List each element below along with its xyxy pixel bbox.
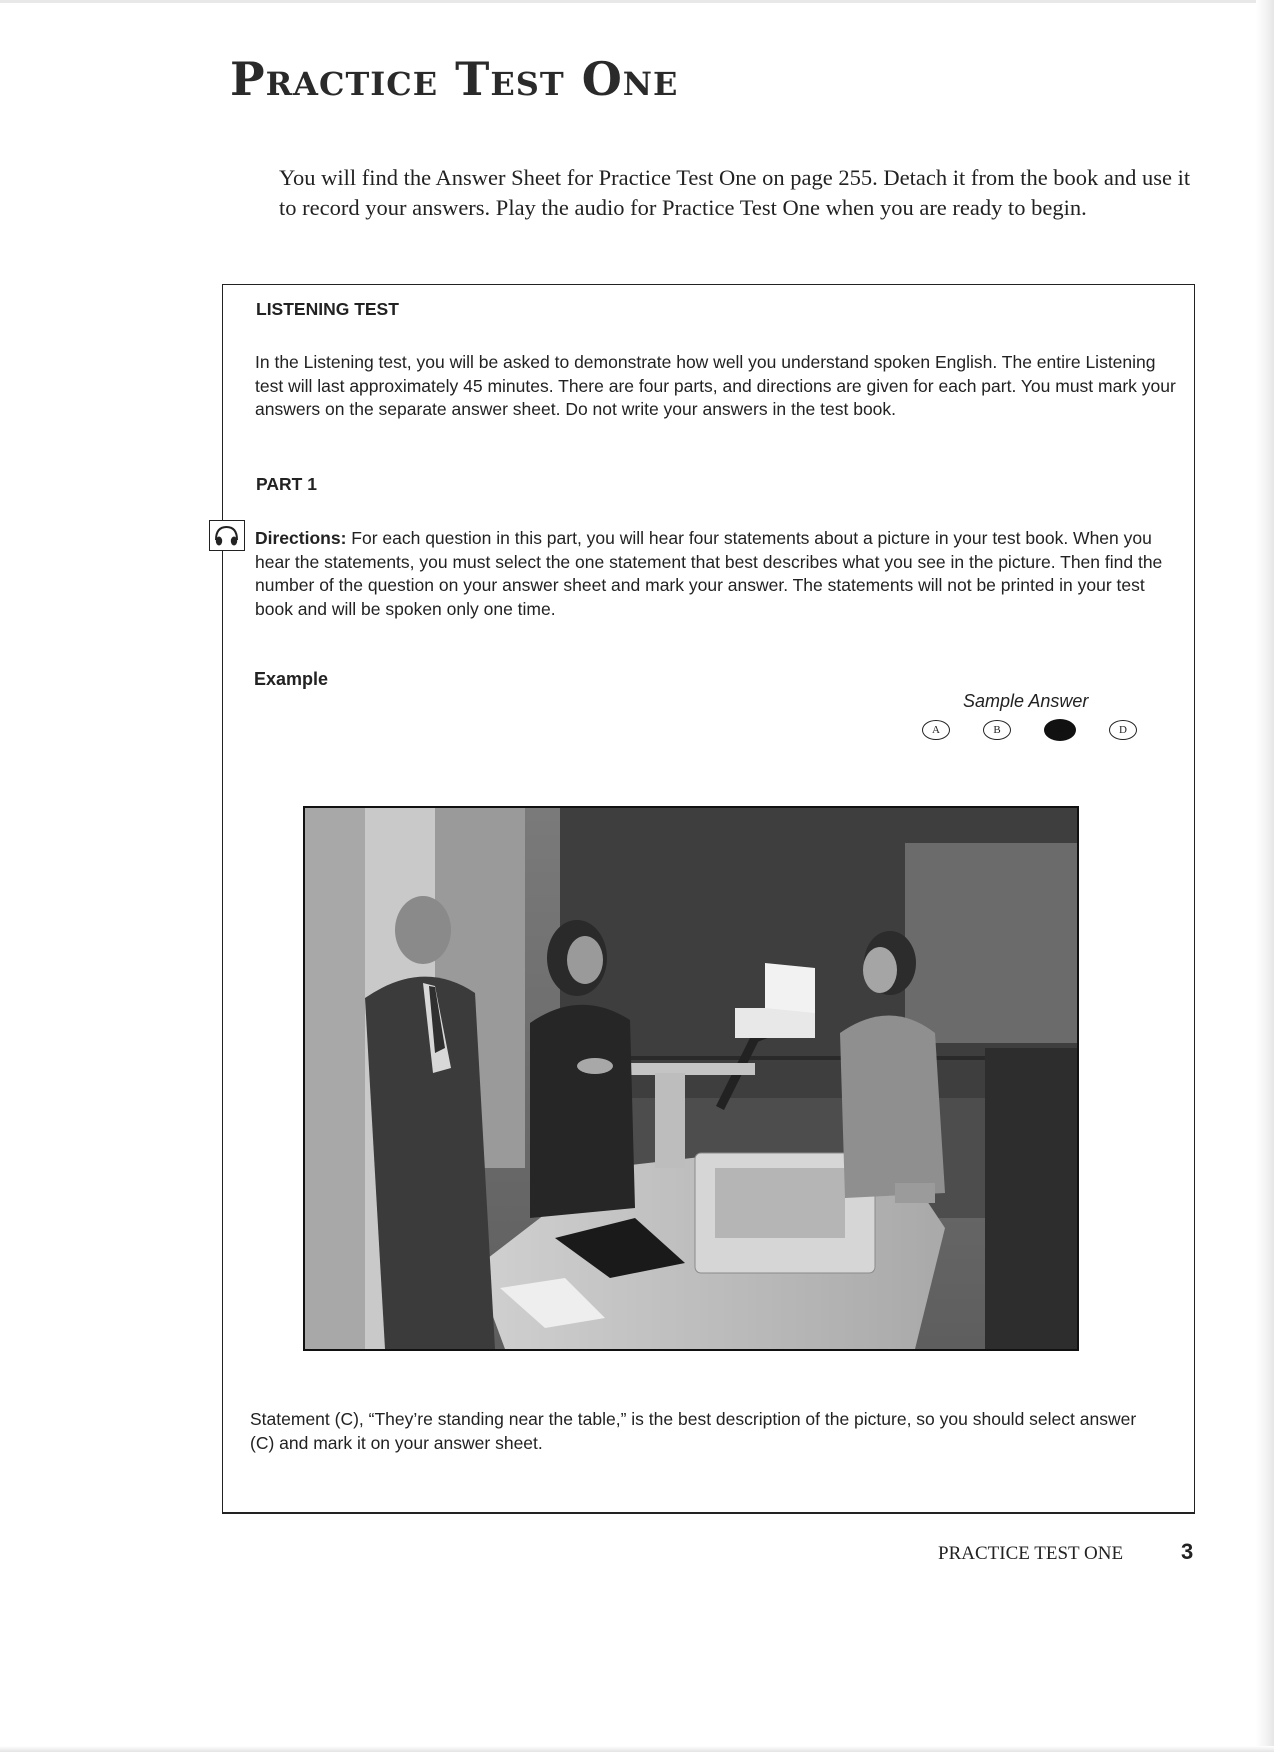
directions-label: Directions: [255,528,347,548]
headphones-icon [209,520,245,551]
page-number: 3 [1181,1539,1194,1564]
answer-bubble-d: D [1109,720,1137,740]
part1-directions [255,527,1175,621]
listening-description: In the Listening test, you will be asked to demonstrate how well you understand spoken English. The entire Listening test will last approximately 45 minutes. There are four parts, and directions are given for each part. You must mark your answers on the separate answer sheet. Do not write your answers in the test book. [255,352,1176,419]
example-photo [303,806,1079,1351]
page-edge [0,1746,1274,1752]
page-title: Practice Test One [230,52,679,106]
answer-bubbles [920,720,1144,746]
page-edge [1256,0,1274,1752]
answer-bubble-b: B [983,720,1011,740]
directions-text: For each question in this part, you will hear four statements about a picture in your test book. When you hear the statements, you must select the one statement that best describes what you see in the picture. Then find the number of the question on your answer sheet and mark your answer. The statements will not be printed in your test book and will be spoken only one time. [255,528,1163,619]
example-explanation: Statement (C), “They’re standing near the table,” is the best description of the picture, so you should select answer (C) and mark it on your answer sheet. [250,1409,1137,1453]
answer-bubble-a: A [922,720,950,740]
running-footer: PRACTICE TEST ONE [938,1543,1124,1564]
example-label: Example [254,669,329,689]
section-heading: LISTENING TEST [256,299,399,319]
answer-bubble-c: C [1044,719,1076,741]
page-edge [0,0,1274,3]
sample-answer-label: Sample Answer [963,691,1089,711]
part-heading: PART 1 [256,474,317,494]
intro-paragraph: You will find the Answer Sheet for Practice Test One on page 255. Detach it from the book and use it to record your answers. Play the audio for Practice Test One when you are ready to begin. [279,165,1191,220]
